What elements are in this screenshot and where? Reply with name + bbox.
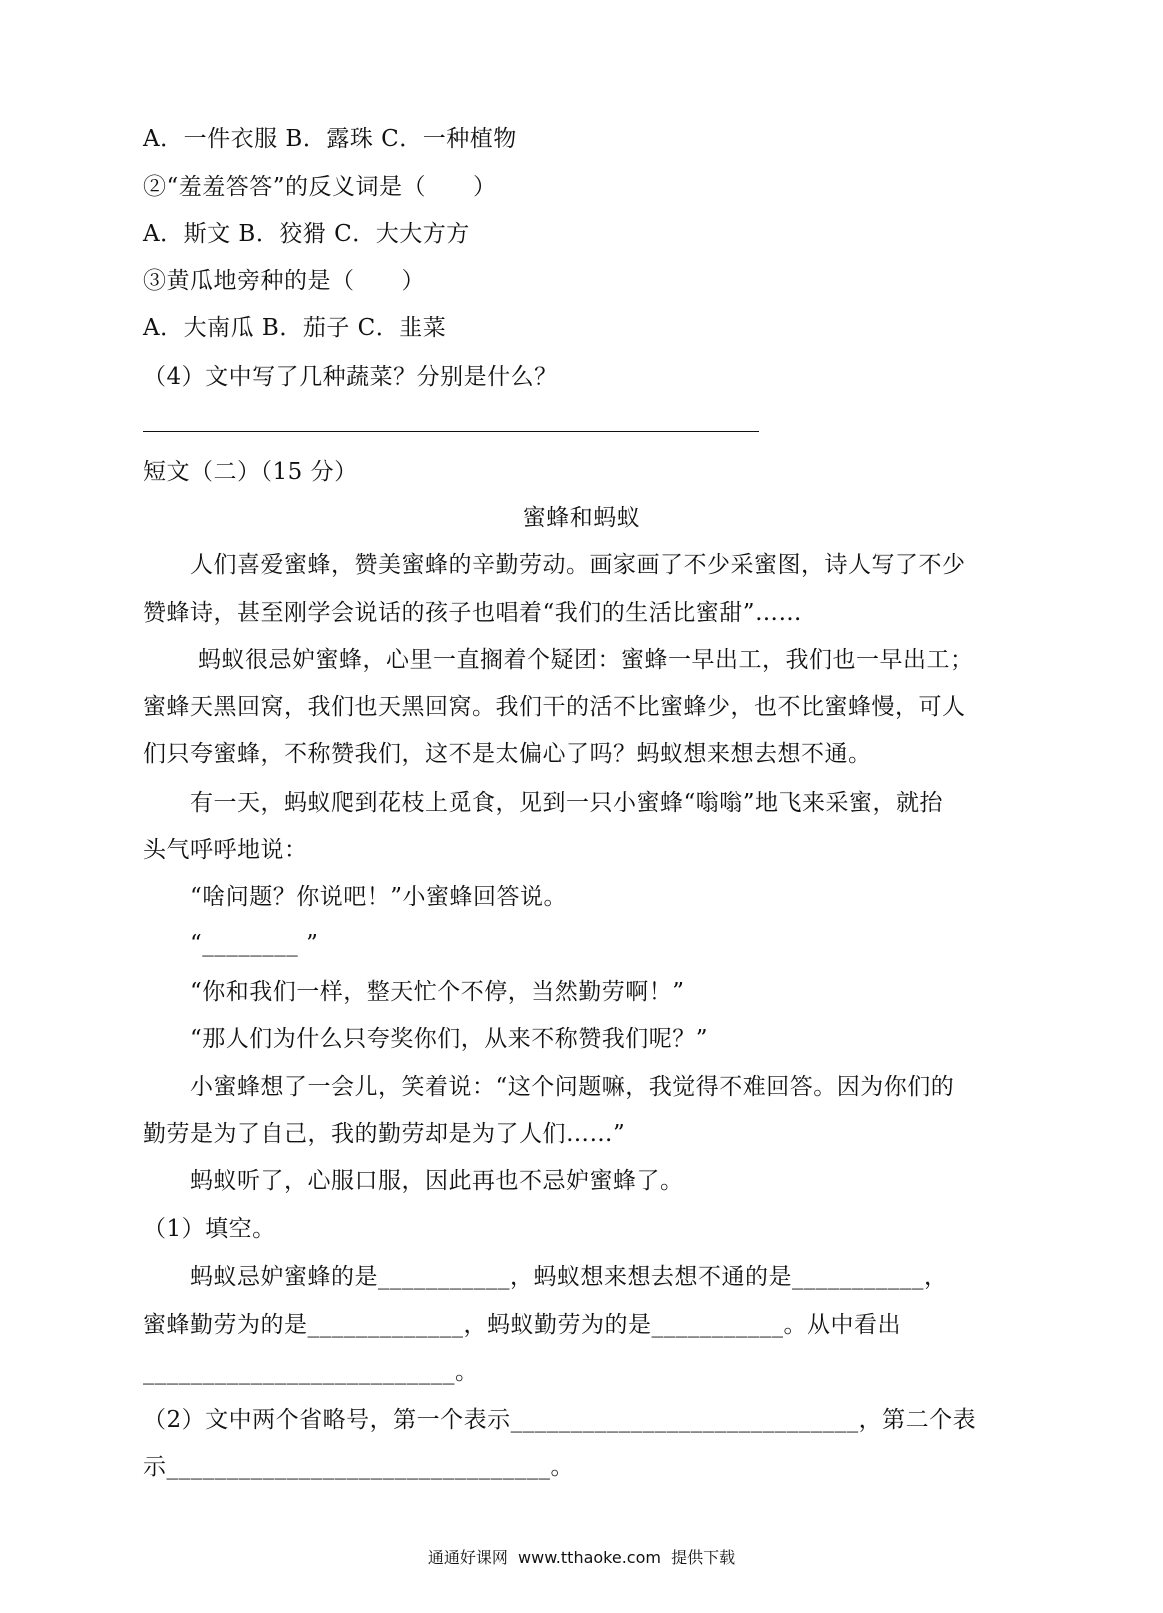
passage-line: “啥问题？你说吧！”小蜜蜂回答说。 [190, 884, 568, 910]
passage-line: 人们喜爱蜜蜂，赞美蜜蜂的辛勤劳动。画家画了不少采蜜图，诗人写了不少 [190, 552, 966, 578]
question-stem: ③黄瓜地旁种的是（ ） [143, 268, 425, 294]
passage-line: 头气呼呼地说： [143, 837, 308, 863]
fill-in-line: __________________________。 [143, 1359, 479, 1385]
passage-title: 蜜蜂和蚂蚁 [522, 505, 641, 531]
passage-line: 有一天，蚂蚁爬到花枝上觅食，见到一只小蜜蜂“嗡嗡”地飞来采蜜，就抬 [190, 790, 944, 816]
passage-line: 蚂蚁很忌妒蜜蜂，心里一直搁着个疑团：蜜蜂一早出工，我们也一早出工； [198, 647, 974, 673]
passage-line: 蚂蚁听了，心服口服，因此再也不忌妒蜜蜂了。 [190, 1168, 684, 1194]
passage-line: 蜜蜂天黑回窝，我们也天黑回窝。我们干的活不比蜜蜂少，也不比蜜蜂慢，可人 [143, 694, 966, 720]
passage-line: “你和我们一样，整天忙个不停，当然勤劳啊！” [190, 979, 685, 1005]
passage-line: 赞蜂诗，甚至刚学会说话的孩子也唱着“我们的生活比蜜甜”…… [143, 600, 803, 626]
fill-in-line: 蚂蚁忌妒蜜蜂的是___________，蚂蚁想来想去想不通的是___________， [190, 1264, 948, 1290]
question-stem: ②“羞羞答答”的反义词是（ ） [143, 174, 497, 200]
passage-line: “那人们为什么只夸奖你们，从来不称赞我们呢？” [190, 1026, 709, 1052]
answer-line [143, 431, 759, 432]
passage-line: 们只夸蜜蜂，不称赞我们，这不是太偏心了吗？蚂蚁想来想去想不通。 [143, 741, 872, 767]
passage-line: 小蜜蜂想了一会儿，笑着说：“这个问题嘛，我觉得不难回答。因为你们的 [190, 1074, 955, 1100]
passage-blank-line: “________ ” [190, 931, 319, 957]
question-label: （1）填空。 [143, 1216, 276, 1242]
question-option-line: A．斯文 B．狡猾 C．大大方方 [143, 221, 470, 247]
fill-in-line: （2）文中两个省略号，第一个表示_____________________________，第二个表 [143, 1407, 977, 1433]
section-header: 短文（二）（15 分） [143, 459, 358, 485]
page-footer: 通通好课网 www.tthaoke.com 提供下载 [427, 1548, 736, 1567]
question-option-line: A．一件衣服 B．露珠 C．一种植物 [143, 126, 517, 152]
fill-in-line: 示________________________________。 [143, 1454, 574, 1480]
fill-in-line: 蜜蜂勤劳为的是_____________，蚂蚁勤劳为的是___________。从中看出 [143, 1312, 901, 1338]
question-option-line: A．大南瓜 B．茄子 C．韭菜 [143, 315, 447, 341]
question-stem: （4）文中写了几种蔬菜？分别是什么？ [143, 364, 558, 390]
passage-line: 勤劳是为了自己，我的勤劳却是为了人们……” [143, 1121, 626, 1147]
